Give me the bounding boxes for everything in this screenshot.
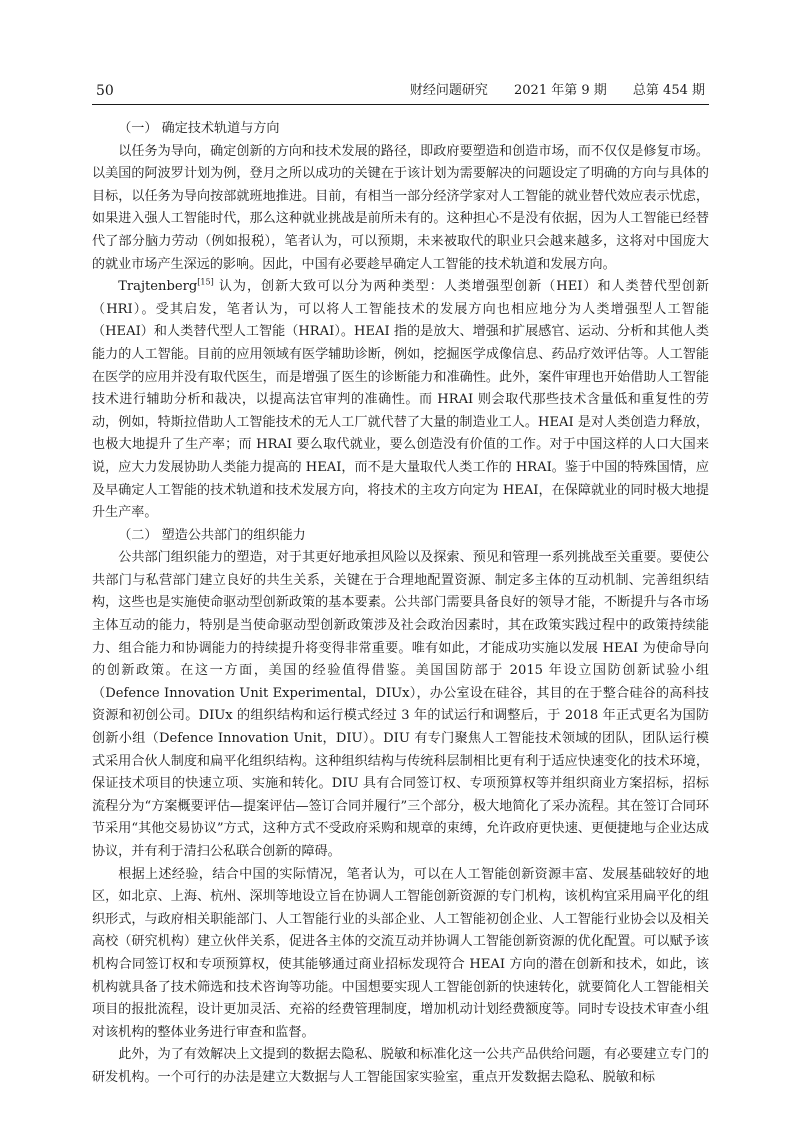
paragraph-3: 公共部门组织能力的塑造，对于其更好地承担风险以及探索、预见和管理一系列挑战至关重要。要使公共部门与私营部门建立良好的共生关系，关键在于合理地配置资源、制定多主体的互动机制、完善组织结构，这些也是实施使命驱动型创新政策的基本要素。公共部门需要具备良好的领导才能，不断提升与各市场主体互动的能力，特别是当使命驱动型创新政策涉及社会政治因素时，其在政策实践过程中的政策持续能力、组合能力和协调能力的持续提升将变得非常重要。唯有如此，才能成功实施以发展 HEAI 为使命导向的创新政策。在这一方面，美国的经验值得借鉴。美国国防部于 2015 年设立国防创新试验小组（Defence Innovation Unit Experimental，DIUx），办公室设在硅谷，其目的在于整合硅谷的高科技资源和初创公司。DIUx 的组织结构和运行模式经过 3 年的试运行和调整后，于 2018 年正式更名为国防创新小组（Defence Innovation Unit，DIU）。DIU 有专门聚焦人工智能技术领域的团队，团队运行模式采用合伙人制度和扁平化组织结构。这种组织结构与传统科层制相比更有利于适应快速变化的技术环境，保证技术项目的快速立项、实施和转化。DIU 具有合同签订权、专项预算权等并组织商业方案招标，招标流程分为“方案概要评估—提案评估—签订合同并履行”三个部分，极大地简化了采办流程。其在签订合同环节采用“其他交易协议”方式，这种方式不受政府采购和规章的束缚，允许政府更快速、更便捷地与企业达成协议，并有利于清扫公私联合创新的障碍。 [92, 550, 709, 859]
journal-info [388, 82, 705, 100]
cited-author: Trajtenberg [118, 279, 198, 295]
article-body [92, 118, 709, 1090]
journal-issue: 2021 年第 9 期 [514, 83, 607, 98]
paragraph-2 [92, 276, 709, 525]
paragraph-5: 此外，为了有效解决上文提到的数据去隐私、脱敏和标准化这一公共产品供给问题，有必要建立专门的研发机构。一个可行的办法是建立大数据与人工智能国家实验室，重点开发数据去隐私、脱敏和标 [92, 1047, 709, 1085]
page-header [92, 82, 709, 105]
paragraph-1: 以任务为导向，确定创新的方向和技术发展的路径，即政府要塑造和创造市场，而不仅仅是修复市场。以美国的阿波罗计划为例，登月之所以成功的关键在于该计划为需要解决的问题设定了明确的方向与具体的目标，以任务为导向按部就班地推进。目前，有相当一部分经济学家对人工智能的就业替代效应表示忧虑，如果进入强人工智能时代，那么这种就业挑战是前所未有的。这种担心不是没有依据，因为人工智能已经替代了部分脑力劳动（例如报税），笔者认为，可以预期，未来被取代的职业只会越来越多，这将对中国庞大的就业市场产生深远的影响。因此，中国有必要趁早确定人工智能的技术轨道和发展方向。 [92, 143, 709, 272]
section-heading-1: （一） 确定技术轨道与方向 [118, 121, 280, 136]
paragraph-4: 根据上述经验，结合中国的实际情况，笔者认为，可以在人工智能创新资源丰富、发展基础较好的地区，如北京、上海、杭州、深圳等地设立旨在协调人工智能创新资源的专门机构，该机构宜采用扁平化的组织形式，与政府相关职能部门、人工智能行业的头部企业、人工智能初创企业、人工智能行业协会以及相关高校（研究机构）建立伙伴关系，促进各主体的交流互动并协调人工智能创新资源的优化配置。可以赋予该机构合同签订权和专项预算权，使其能够通过商业招标发现符合 HEAI 方向的潜在创新和技术，如此，该机构就具备了技术筛选和技术咨询等功能。中国想要实现人工智能创新的快速转化，就要简化人工智能相关项目的报批流程，设计更加灵活、充裕的经费管理制度，增加机动计划经费额度等。同时专设技术审查小组对该机构的整体业务进行审查和监督。 [92, 866, 709, 1040]
paragraph-2-text: 认为，创新大致可以分为两种类型：人类增强型创新（HEI）和人类替代型创新（HRI）。受其启发，笔者认为，可以将人工智能技术的发展方向也相应地分为人类增强型人工智能（HEAI）和人类替代型人工智能（HRAI）。HEAI 指的是放大、增强和扩展感官、运动、分析和其他人类能力的人工智能。目前的应用领域有医学辅助诊断，例如，挖掘医学成像信息、药品疗效评估等。人工智能在医学的应用并没有取代医生，而是增强了医生的诊断能力和准确性。此外，案件审理也开始借助人工智能技术进行辅助分析和裁决，以提高法官审判的准确性。而 HRAI 则会取代那些技术含量低和重复性的劳动，例如，特斯拉借助人工智能技术的无人工厂就代替了大量的制造业工人。HEAI 是对人类创造力释放，也极大地提升了生产率；而 HRAI 要么取代就业，要么创造没有价值的工作。对于中国这样的人口大国来说，应大力发展协助人类能力提高的 HEAI，而不是大量取代人类工作的 HRAI。鉴于中国的特殊国情，应及早确定人工智能的技术轨道和技术发展方向，将技术的主攻方向定为 HEAI，在保障就业的同时极大地提升生产率。 [92, 279, 709, 521]
citation-ref: [15] [197, 277, 214, 287]
journal-name: 财经问题研究 [409, 83, 488, 98]
section-heading-2: （二） 塑造公共部门的组织能力 [118, 527, 306, 543]
journal-total-issue: 总第 454 期 [632, 83, 705, 98]
page-number: 50 [96, 83, 114, 99]
